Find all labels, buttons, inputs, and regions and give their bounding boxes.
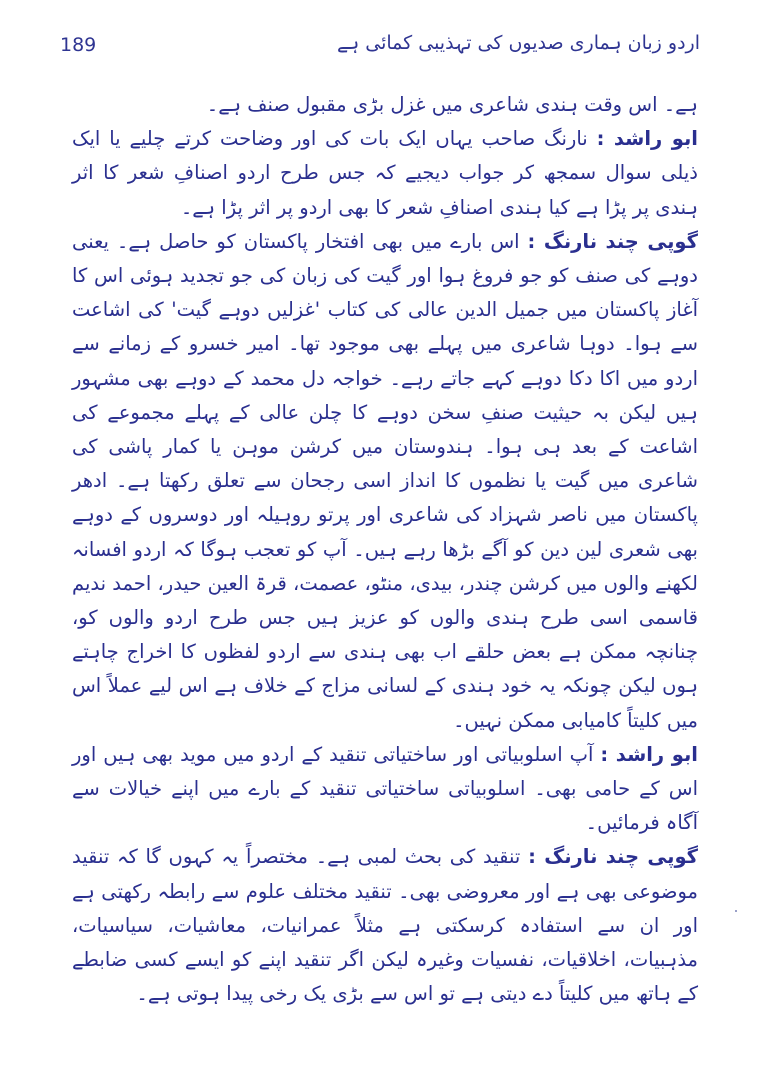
page-header <box>60 30 700 64</box>
page-body <box>72 88 698 1011</box>
paragraph-3 <box>72 225 698 738</box>
paragraph-4 <box>72 738 698 841</box>
paragraph-text: آپ اسلوبیاتی اور ساختیاتی تنقید کے اردو میں موید بھی ہیں اور اس کے حامی بھی۔ اسلوبیاتی ساختیاتی تنقید کے بارے میں اپنے خیالات سے آگاہ فرمائیں۔ <box>72 742 698 835</box>
speaker-name: ابو راشد : <box>596 127 698 151</box>
paragraph-text: نارنگ صاحب یہاں ایک بات کی اور وضاحت کرتے چلیے یا ایک ذیلی سوال سمجھ کر جواب دیجیے کہ جس طرح اردو اصنافِ شعر کا اثر ہندی پر پڑا ہے کیا ہندی اصنافِ شعر کا بھی اردو پر اثر پڑا ہے۔ <box>72 127 698 219</box>
page-number: 189 <box>60 34 97 56</box>
speaker-name: گوپی چند نارنگ : <box>527 229 699 253</box>
scan-speck <box>735 910 737 912</box>
paragraph-text: ہے۔ اس وقت ہندی شاعری میں غزل بڑی مقبول صنف ہے۔ <box>206 93 698 116</box>
speaker-name: ابو راشد : <box>600 742 698 766</box>
running-title: اردو زبان ہماری صدیوں کی تہذیبی کمائی ہے <box>336 32 700 54</box>
paragraph-2 <box>72 122 698 225</box>
paragraph-1 <box>72 88 698 122</box>
paragraph-text: تنقید کی بحث لمبی ہے۔ مختصراً یہ کہوں گا کہ تنقید موضوعی بھی ہے اور معروضی بھی۔ تنقید مختلف علوم سے رابطہ رکھتی ہے اور ان سے استفادہ کرسکتی ہے مثلاً عمرانیات، معاشیات، سیاسیات، مذہبیات، اخلاقیات، نفسیات وغیرہ لیکن اگر تنقید اپنے کو ایسے کسی ضابطے کے ہاتھ میں کلیتاً دے دیتی ہے تو اس سے بڑی یک رخی پیدا ہوتی ہے۔ <box>72 845 698 1006</box>
paragraph-text: اس بارے میں بھی افتخار پاکستان کو حاصل ہے۔ یعنی دوہے کی صنف کو جو فروغ ہوا اور گیت کی زبان کی جو تجدید ہوئی اس کا آغاز پاکستان میں جمیل الدین عالی کی کتاب 'غزلیں دوہے گیت' کی اشاعت سے ہوا۔ دوہا شاعری میں پہلے بھی موجود تھا۔ امیر خسرو کے زمانے سے اردو میں اکا دکا دوہے کہے جاتے رہے۔ خواجہ دل محمد کے دوہے بھی مشہور ہیں لیکن بہ حیثیت صنفِ سخن دوہے کا چلن عالی کے پہلے مجموعے کی اشاعت کے بعد ہی ہوا۔ ہندوستان میں کرشن موہن یا کمار پاشی کی شاعری میں گیت یا نظموں کا انداز اسی رجحان سے تعلق رکھتا ہے۔ ادھر پاکستان میں ناصر شہزاد کی شاعری اور پرتو روہیلہ اور دوسروں کے دوہے بھی شعری لین دین کو آگے بڑھا رہے ہیں۔ آپ کو تعجب ہوگا کہ اردو افسانہ لکھنے والوں میں کرشن چندر، بیدی، منٹو، عصمت، قرۃ العین حیدر، احمد ندیم قاسمی اسی طرح ہندی والوں کو عزیز ہیں جس طرح اردو والوں کو، چنانچہ ممکن ہے بعض حلقے اب بھی ہندی سے اردو لفظوں کا اخراج چاہتے ہوں لیکن چونکہ یہ خود ہندی کے لسانی مزاج کے خلاف ہے اس لیے عملاً اس میں کلیتاً کامیابی ممکن نہیں۔ <box>72 229 698 732</box>
speaker-name: گوپی چند نارنگ : <box>528 845 699 869</box>
paragraph-5 <box>72 840 698 1011</box>
